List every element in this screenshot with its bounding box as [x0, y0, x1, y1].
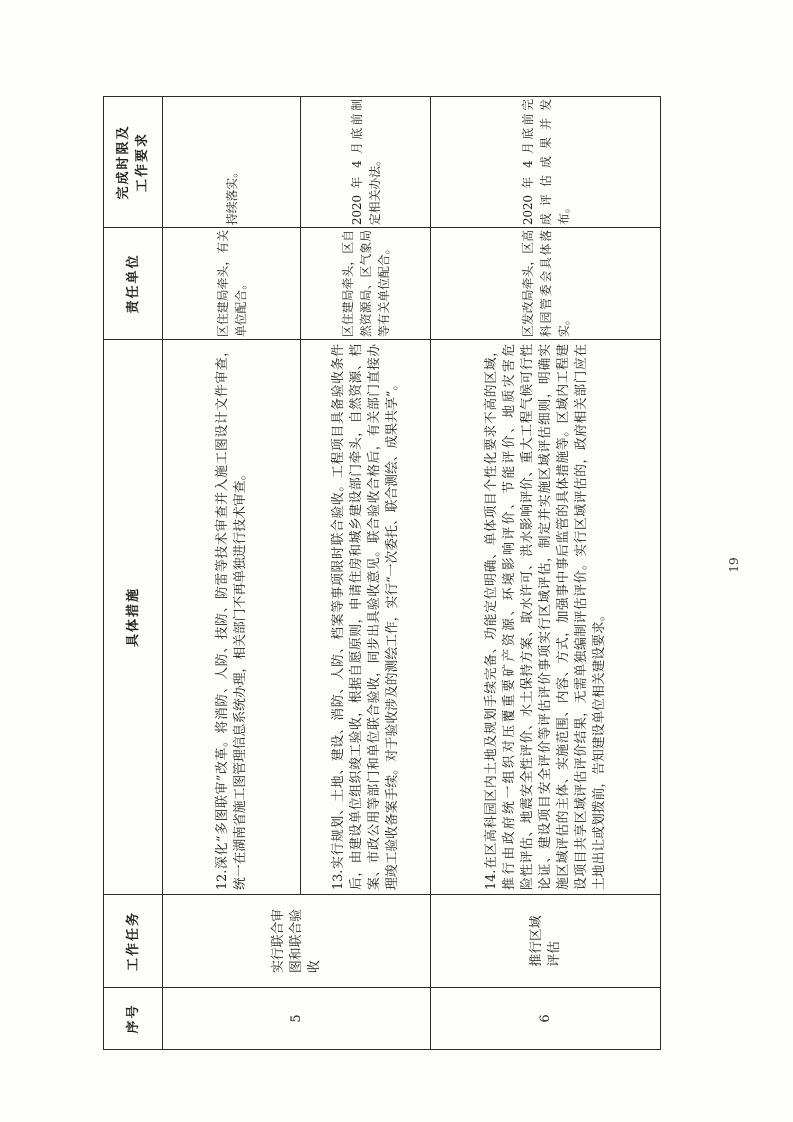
- responsible-line: 实。: [556, 313, 571, 337]
- responsible-line: 等有关单位配合。: [376, 242, 391, 337]
- responsible-cell: [301, 228, 431, 340]
- measure-line: 土地出让或划拨前，告知建设单位相关建设要求。: [591, 608, 607, 890]
- deadline-line: 成评估成果并发: [538, 99, 553, 225]
- measure-line: 12.深化“多图联审”改革。将消防、人防、技防、防雷等技术审查并入施工图设计文件审查，: [214, 344, 230, 890]
- table-row: [163, 97, 301, 1050]
- responsible-line: 科园管委会具体落: [538, 230, 553, 337]
- deadline-line: 持续落实。: [224, 166, 239, 225]
- measure-line: 13.实行规划、土地、建设、消防、人防、档案等事项限时联合验收。工程项目具备验收条件: [330, 344, 346, 890]
- measure-line: 理竣工验收备案手续。对于验收涉及的测绘工作，实行“一次委托、联合测绘、成果共享”。: [384, 377, 400, 890]
- task-text: [528, 915, 564, 966]
- deadline-cell: [163, 97, 301, 228]
- row-seq: 6: [431, 988, 661, 1050]
- header-task: 工作任务: [104, 895, 163, 988]
- deadline-cell: [301, 97, 431, 228]
- measure-cell: [301, 340, 431, 895]
- responsible-line: 然资源局、区气象局: [358, 230, 373, 337]
- row-task: [163, 895, 431, 988]
- header-deadline: [104, 97, 163, 228]
- row-seq: 5: [163, 988, 431, 1050]
- task-line: 实行联合审: [270, 909, 286, 973]
- measure-line: 施区域评估的主体、实施范围、内容、方式，加强事中事后监管的具体措施等。区域内工程建: [555, 344, 571, 890]
- header-measures: 具体措施: [104, 340, 163, 895]
- responsible-line: 单位配合。: [233, 278, 248, 337]
- deadline-cell: [431, 97, 661, 228]
- measure-line: 险性评估、地震安全性评价、水土保持方案、取水许可、洪水影响评价、重大工程气候可行性: [519, 344, 535, 890]
- measure-line: 案、市政公用等部门和单位联合验收，同步出具验收意见。联合验收合格后，有关部门直接办: [366, 344, 382, 890]
- deadline-line: 定相关办法。: [367, 154, 382, 225]
- responsible-cell: [163, 228, 301, 340]
- rotated-table-wrapper: [103, 97, 741, 1050]
- task-table: [103, 96, 661, 1050]
- measure-cell: [163, 340, 301, 895]
- table-row: [431, 97, 661, 1050]
- measure-cell: [431, 340, 661, 895]
- deadline-line: 2020 年 4 月底前完: [520, 99, 535, 225]
- measure-line: 论证、建设项目安全评价等评估评价事项实行区域评估，制定并实施区域评估细则，明确实: [537, 344, 553, 890]
- task-text: [270, 909, 324, 973]
- header-deadline-line: 完成时限及: [116, 124, 131, 200]
- measure-line: 统一在湖南省施工图管理信息系统办理，相关部门不再单独进行技术审查。: [232, 467, 248, 890]
- deadline-line: 2020 年 4 月底前制: [349, 99, 364, 225]
- responsible-cell: [431, 228, 661, 340]
- task-line: 评估: [546, 941, 562, 967]
- deadline-line: 布。: [556, 201, 571, 225]
- header-responsible: 责任单位: [104, 228, 163, 340]
- measure-line: 推行由政府统一组织对压覆重要矿产资源、环境影响评价、节能评价、地质灾害危: [501, 344, 517, 890]
- row-task: [431, 895, 661, 988]
- task-line: 收: [306, 960, 322, 973]
- task-line: 推行区域: [528, 915, 544, 967]
- responsible-line: 区住建局牵头，区自: [340, 230, 355, 337]
- measure-line: 后，由建设单位组织竣工验收，根据自愿原则，申请住房和城乡建设部门牵头，自然资源、档: [348, 344, 364, 890]
- measure-line: 14.在区高科园区内土地及规划手续完备、功能定位明确、单体项目个性化要求不高的区域，: [483, 344, 499, 890]
- responsible-line: 区发改局牵头，区高: [520, 230, 535, 337]
- table-header-row: [104, 97, 163, 1050]
- header-seq: 序号: [104, 988, 163, 1050]
- page-number: 19: [727, 557, 741, 573]
- task-line: 图和联合验: [288, 909, 304, 973]
- header-deadline-line: 工作要求: [135, 132, 150, 193]
- measure-line: 设项目共享区域评估评价结果，无需单独编制评估评价。实行区域评估的，政府相关部门应在: [573, 344, 589, 890]
- responsible-line: 区住建局牵头，有关: [215, 230, 230, 337]
